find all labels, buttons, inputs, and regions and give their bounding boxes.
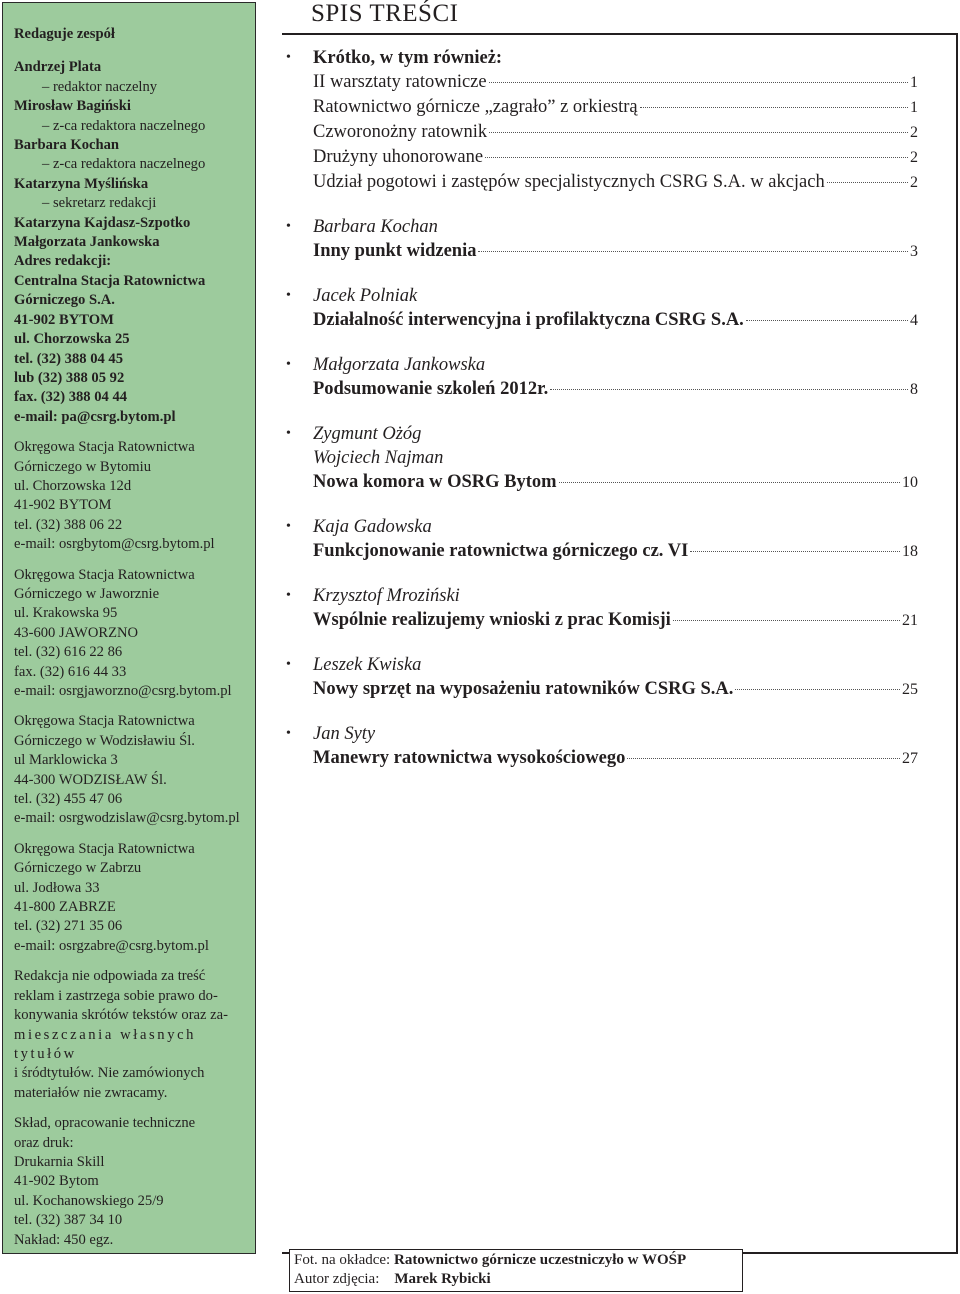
address-label: Adres redakcji:	[14, 253, 112, 270]
toc-entry-short-news	[286, 46, 918, 195]
dot-leader	[673, 620, 900, 621]
cover-text: Ratownictwo górnicze uczestniczyło w WOŚP	[393, 1252, 687, 1268]
address-line: lub (32) 388 05 92	[14, 369, 125, 386]
staff-role: – redaktor naczelny	[42, 78, 158, 95]
article-title: Nowa komora w OSRG Bytom	[313, 472, 557, 492]
toc-entry	[286, 353, 918, 402]
toc-line[interactable]	[313, 539, 918, 564]
station-line: Górniczego w Wodzisławiu Śl.	[14, 732, 195, 749]
article-author: Zygmunt Ożóg	[313, 424, 422, 444]
toc-section-heading: Krótko, w tym również:	[313, 48, 503, 68]
station-line: Górniczego w Zabrzu	[14, 860, 142, 877]
disclaimer-line: reklam i zastrzega sobie prawo do-	[14, 987, 218, 1004]
disclaimer-line: Redakcja nie odpowiada za treść	[14, 968, 206, 985]
toc-entry	[286, 215, 918, 264]
photo-author-label: Autor zdjęcia:	[294, 1271, 384, 1287]
toc-item-title: Udział pogotowi i zastępów specjalistycznych CSRG S.A. w akcjach	[313, 172, 825, 192]
disclaimer-line: mieszczania własnych tytułów	[14, 1026, 197, 1062]
disclaimer-line: konywania skrótów tekstów oraz za-	[14, 1007, 228, 1024]
station-line: ul Marklowicka 3	[14, 752, 118, 769]
dot-leader	[827, 182, 908, 183]
toc-item-title: Czworonożny ratownik	[313, 122, 488, 142]
toc-entry	[286, 515, 918, 564]
production-line: Drukarnia Skill	[14, 1153, 105, 1170]
toc-entry	[286, 722, 918, 771]
staff-name: Mirosław Bagiński	[14, 98, 131, 115]
editorial-sidebar	[2, 2, 256, 1254]
article-author: Jan Syty	[313, 724, 376, 744]
station-line: ul. Jodłowa 33	[14, 879, 100, 896]
page-number: 1	[910, 99, 918, 116]
production-line: Skład, opracowanie techniczne	[14, 1115, 196, 1132]
article-title: Podsumowanie szkoleń 2012r.	[313, 379, 549, 399]
page-number: 25	[902, 681, 918, 698]
station-line: 41-800 ZABRZE	[14, 899, 116, 916]
station-line: tel. (32) 271 35 06	[14, 918, 123, 935]
dot-leader	[559, 482, 900, 483]
bullet-icon: •	[286, 50, 291, 65]
toc-line[interactable]	[313, 308, 918, 333]
dot-leader	[485, 157, 908, 158]
staff-name: Barbara Kochan	[14, 137, 119, 154]
station-line: tel. (32) 388 06 22	[14, 516, 123, 533]
toc-line[interactable]	[313, 377, 918, 402]
dot-leader	[489, 82, 908, 83]
toc-line[interactable]	[313, 120, 918, 145]
page-number: 2	[910, 124, 918, 141]
article-title: Manewry ratownictwa wysokościowego	[313, 748, 626, 768]
main-address	[14, 252, 255, 427]
station-line: Okręgowa Stacja Ratownictwa	[14, 840, 195, 857]
station-line: 43-600 JAWORZNO	[14, 624, 139, 641]
editorial-header: Redaguje zespół	[14, 26, 115, 42]
station-line: 44-300 WODZISŁAW Śl.	[14, 771, 167, 788]
bullet-icon: •	[286, 288, 291, 303]
page-number: 27	[902, 750, 918, 767]
staff-name: Małgorzata Jankowska	[14, 234, 160, 251]
bullet-icon: •	[286, 426, 291, 441]
article-title: Inny punkt widzenia	[313, 241, 477, 261]
toc-entry	[286, 653, 918, 702]
toc-entry	[286, 422, 918, 495]
photo-author-name: Marek Rybicki	[394, 1271, 491, 1287]
article-title: Działalność interwencyjna i profilaktyczna CSRG S.A.	[313, 310, 744, 330]
page-number: 18	[902, 543, 918, 560]
address-line: fax. (32) 388 04 44	[14, 389, 128, 406]
dot-leader	[478, 251, 908, 252]
station-line: tel. (32) 616 22 86	[14, 644, 123, 661]
station-line: 41-902 BYTOM	[14, 497, 112, 514]
article-author: Wojciech Najman	[313, 448, 444, 468]
dot-leader	[550, 389, 908, 390]
cover-photo-caption	[289, 1249, 743, 1292]
address-line: Centralna Stacja Ratownictwa	[14, 272, 206, 289]
production-line: 41-902 Bytom	[14, 1173, 99, 1190]
email-link[interactable]: e-mail: osrgwodzislaw@csrg.bytom.pl	[14, 810, 240, 827]
email-link[interactable]: e-mail: osrgzabre@csrg.bytom.pl	[14, 937, 209, 954]
staff-name: Andrzej Plata	[14, 59, 102, 76]
toc-line[interactable]	[313, 70, 918, 95]
toc-line[interactable]	[313, 608, 918, 633]
page-number: 2	[910, 149, 918, 166]
station-wodzislaw	[14, 712, 255, 828]
email-link[interactable]: e-mail: pa@csrg.bytom.pl	[14, 408, 176, 425]
dot-leader	[640, 107, 908, 108]
toc-title: SPIS TREŚCI	[311, 0, 459, 27]
dot-leader	[627, 758, 900, 759]
production-line: Nakład: 450 egz.	[14, 1231, 114, 1248]
cover-caption-line	[294, 1251, 738, 1270]
station-line: tel. (32) 455 47 06	[14, 791, 123, 808]
address-line: tel. (32) 388 04 45	[14, 350, 124, 367]
station-line: Okręgowa Stacja Ratownictwa	[14, 566, 195, 583]
station-line: Górniczego w Jaworznie	[14, 585, 160, 602]
article-author: Jacek Polniak	[313, 286, 418, 306]
station-line: Okręgowa Stacja Ratownictwa	[14, 439, 195, 456]
bullet-icon: •	[286, 219, 291, 234]
toc-line[interactable]	[313, 239, 918, 264]
toc-line[interactable]	[313, 145, 918, 170]
toc-item-title: Ratownictwo górnicze „zagrało” z orkiestrą	[313, 97, 638, 117]
toc-line[interactable]	[313, 677, 918, 702]
station-line: ul. Krakowska 95	[14, 605, 118, 622]
toc-item-title: II warsztaty ratownicze	[313, 72, 487, 92]
cover-label: Fot. na okładce:	[294, 1252, 394, 1268]
disclaimer	[14, 967, 255, 1103]
address-line: ul. Chorzowska 25	[14, 331, 130, 348]
toc-line[interactable]	[313, 746, 918, 771]
dot-leader	[746, 320, 908, 321]
article-author: Krzysztof Mroziński	[313, 586, 460, 606]
station-line: Górniczego w Bytomiu	[14, 458, 151, 475]
staff-role: – z-ca redaktora naczelnego	[42, 156, 206, 173]
toc-entry	[286, 284, 918, 333]
station-line: fax. (32) 616 44 33	[14, 663, 127, 680]
production-line: ul. Kochanowskiego 25/9	[14, 1192, 164, 1209]
page-number: 21	[902, 612, 918, 629]
production-line: tel. (32) 387 34 10	[14, 1212, 123, 1229]
email-link[interactable]: e-mail: osrgbytom@csrg.bytom.pl	[14, 536, 215, 553]
disclaimer-line: materiałów nie zwracamy.	[14, 1084, 168, 1101]
toc-item-title: Drużyny uhonorowane	[313, 147, 484, 167]
page-number: 1	[910, 74, 918, 91]
page-number: 10	[902, 474, 918, 491]
staff-role: – z-ca redaktora naczelnego	[42, 117, 206, 134]
staff-name: Katarzyna Myślińska	[14, 175, 149, 192]
article-author: Kaja Gadowska	[313, 517, 432, 537]
page-number: 8	[910, 381, 918, 398]
bullet-icon: •	[286, 726, 291, 741]
dot-leader	[690, 551, 900, 552]
toc-line[interactable]	[313, 470, 918, 495]
article-author: Małgorzata Jankowska	[313, 355, 486, 375]
article-title: Wspólnie realizujemy wnioski z prac Komisji	[313, 610, 671, 630]
dot-leader	[735, 689, 900, 690]
production-line: oraz druk:	[14, 1134, 74, 1151]
article-title: Nowy sprzęt na wyposażeniu ratowników CSRG S.A.	[313, 679, 734, 699]
staff-name: Katarzyna Kajdasz-Szpotko	[14, 214, 191, 231]
station-zabrze	[14, 840, 255, 956]
article-author: Leszek Kwiska	[313, 655, 422, 675]
address-line: Górniczego S.A.	[14, 292, 115, 309]
table-of-contents	[286, 46, 918, 791]
staff-list	[14, 58, 255, 252]
station-line: Okręgowa Stacja Ratownictwa	[14, 713, 195, 730]
page-number: 4	[910, 312, 918, 329]
station-jaworzno	[14, 566, 255, 702]
toc-line[interactable]	[313, 95, 918, 120]
address-line: 41-902 BYTOM	[14, 311, 114, 328]
bullet-icon: •	[286, 657, 291, 672]
station-line: ul. Chorzowska 12d	[14, 477, 132, 494]
disclaimer-line: i śródtytułów. Nie zamówionych	[14, 1065, 205, 1082]
article-author: Barbara Kochan	[313, 217, 438, 237]
production-info	[14, 1114, 255, 1250]
staff-role: – sekretarz redakcji	[42, 195, 157, 212]
bullet-icon: •	[286, 588, 291, 603]
page-number: 2	[910, 174, 918, 191]
station-bytom	[14, 438, 255, 554]
bullet-icon: •	[286, 519, 291, 534]
dot-leader	[489, 132, 908, 133]
email-link[interactable]: e-mail: osrgjaworzno@csrg.bytom.pl	[14, 683, 232, 699]
page-number: 3	[910, 243, 918, 260]
bullet-icon: •	[286, 357, 291, 372]
toc-line[interactable]	[313, 170, 918, 195]
article-title: Funkcjonowanie ratownictwa górniczego cz. VI	[313, 541, 689, 561]
photo-author-line	[294, 1270, 738, 1289]
toc-entry	[286, 584, 918, 633]
